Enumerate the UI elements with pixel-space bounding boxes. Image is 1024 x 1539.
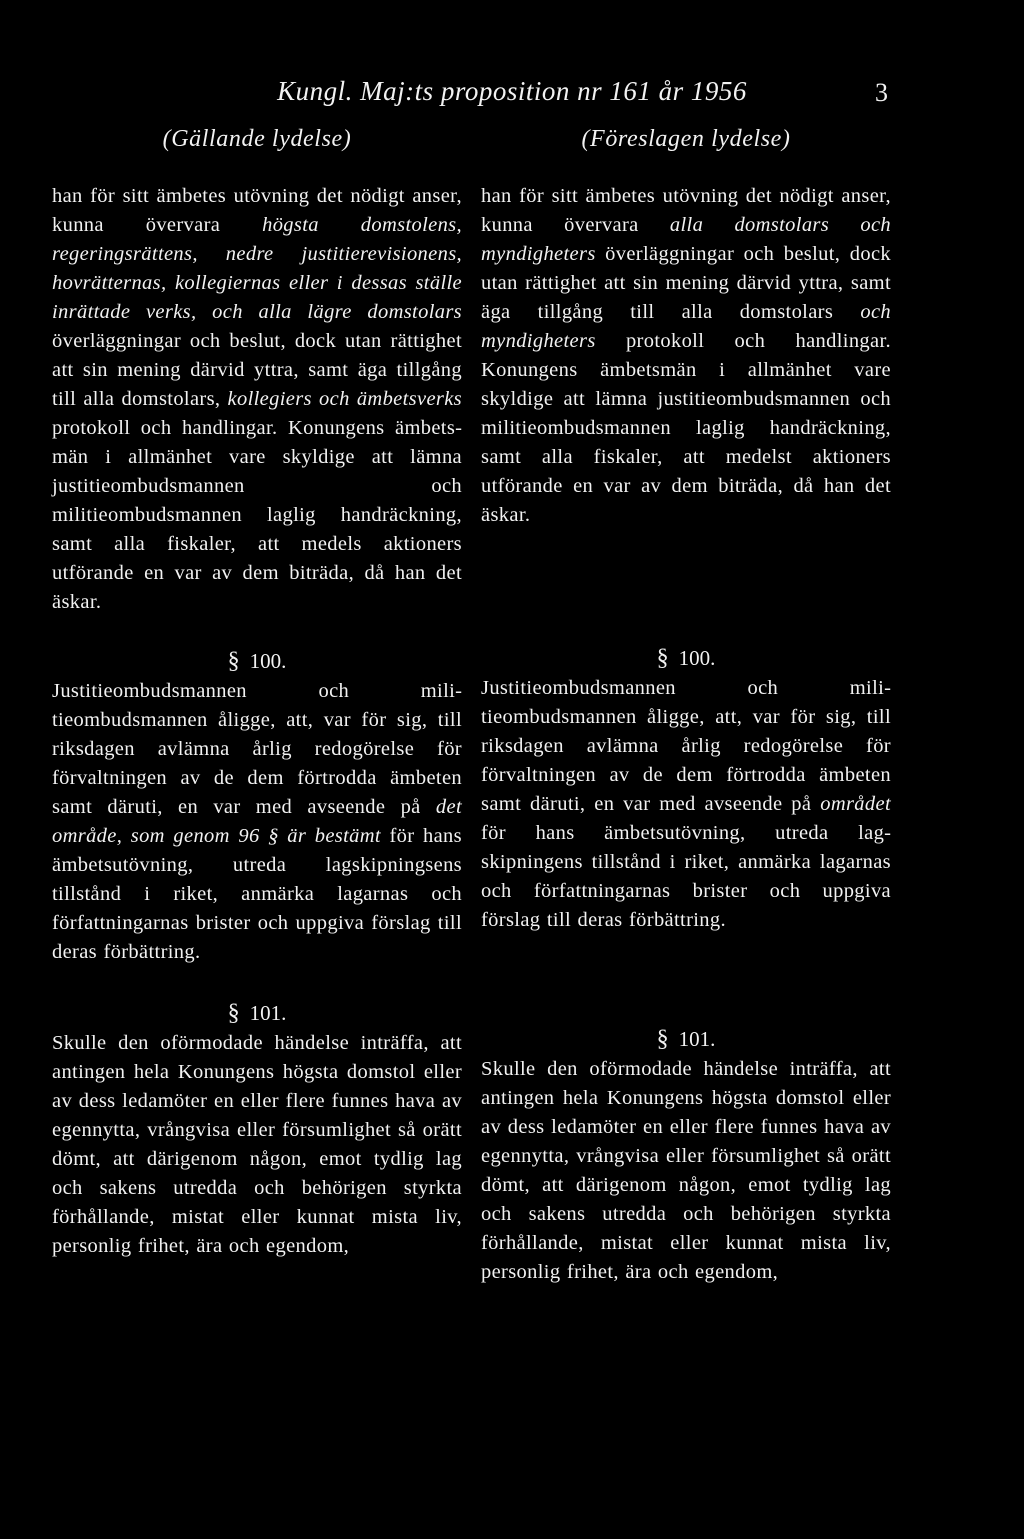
text-run: överläggningar och beslut, dock utan rättighet att sin mening därvid yttra, samt äga tillgång till alla domstolars,	[52, 330, 462, 410]
current-paragraph-99-end	[52, 182, 462, 617]
current-wording-column	[52, 126, 462, 1261]
text-run: han för sitt ämbetes utövning det nödigt anser, kunna övervara	[52, 185, 462, 236]
section-sign-icon: §	[656, 1026, 669, 1052]
current-paragraph-101	[52, 1029, 462, 1261]
section-100-label: 100.	[678, 646, 716, 670]
text-run: han för sitt ämbetes utövning det nödigt anser, kunna övervara	[481, 185, 891, 236]
text-run: Justitieombudsmannen och militieombudsmannen åligge, att, var för sig, till riksdagen avlämna årlig redogörelse för förvaltningen av de dem förtrodda ämbeten samt däruti, en var med avseende på	[52, 680, 462, 818]
page-header-title: Kungl. Maj:ts proposition nr 161 år 1956	[277, 76, 747, 106]
proposed-section-100-heading	[481, 642, 891, 674]
text-run: Justitieombudsmannen och militieombudsmannen åligge, att, var för sig, till riksdagen avlämna årlig redogörelse för förvaltningen av de dem förtrodda ämbeten samt däruti, en var med avseende på	[481, 677, 891, 815]
text-run: Skulle den oförmodade händelse inträffa, att antingen hela Konungens högsta domstol eller av dess ledamöter en eller flere funnes hava av egennytta, vrångvisa eller försumlighet så orätt dömt, att därigenom någon, emot tydlig lag och sakens utredda och behörigen styrkta förhållande, mistat eller kunnat mista liv, personlig frihet, ära och egendom,	[52, 1032, 462, 1257]
proposed-wording-heading: (Föreslagen lydelse)	[581, 126, 791, 152]
text-run: överläggningar och beslut, dock utan rättighet att sin mening därvid yttra, samt äga tillgång till alla domstolars	[481, 243, 891, 323]
section-101-label: 101.	[678, 1027, 716, 1051]
text-run: protokoll och handlingar. Konungens ämbetsmän i allmänhet vare skyldige att lämna justitieombudsmannen och militieombudsmannen laglig handräckning, samt alla fiskaler, att medelst aktioners utförande en var av dem biträda, då han det äskar.	[481, 330, 891, 526]
section-sign-icon: §	[656, 645, 669, 671]
proposed-wording-column	[481, 126, 891, 1287]
text-run: Skulle den oförmodade händelse inträffa, att antingen hela Konungens högsta domstol eller av dess ledamöter en eller flere funnes hava av egennytta, vrångvisa eller försumlighet så orätt dömt, att därigenom någon, emot tydlig lag och sakens utredda och behörigen styrkta förhållande, mistat eller kunnat mista liv, personlig frihet, ära och egendom,	[481, 1058, 891, 1283]
proposed-section-101-heading	[481, 1023, 891, 1055]
italic-run: området	[820, 793, 891, 815]
section-101-label: 101.	[249, 1001, 287, 1025]
current-section-101-heading	[52, 997, 462, 1029]
text-run: för hans ämbetsutövning, utreda lagskipningsens tillstånd i riket, anmärka lagarnas och författningarnas brister och uppgiva förslag till deras förbättring.	[52, 825, 462, 963]
section-100-label: 100.	[249, 649, 287, 673]
proposed-paragraph-101	[481, 1055, 891, 1287]
current-wording-heading: (Gällande lydelse)	[162, 126, 352, 152]
current-paragraph-100	[52, 677, 462, 967]
italic-run: och myndigheters	[481, 301, 891, 352]
italic-run: kollegiers och ämbetsverks	[227, 388, 462, 410]
current-section-100-heading	[52, 645, 462, 677]
section-sign-icon: §	[227, 1000, 240, 1026]
italic-run: det område, som genom 96 § är bestämt	[52, 796, 462, 847]
proposed-paragraph-99-end	[481, 182, 891, 530]
text-run: protokoll och handlingar. Konungens ämbetsmän i allmänhet vare skyldige att lämna justitieombudsmannen och militieombudsmannen laglig handräckning, samt alla fiskaler, att medels aktioners utförande en var av dem biträda, då han det äskar.	[52, 417, 462, 613]
section-sign-icon: §	[227, 648, 240, 674]
proposed-paragraph-100	[481, 674, 891, 935]
italic-run: högsta domstolens, regeringsrättens, nedre justitierevisionens, hovrätternas, kollegiernas eller i dessas ställe inrättade verks, och alla lägre domstolars	[52, 214, 462, 323]
text-run: för hans ämbetsutövning, utreda lagskipningens tillstånd i riket, anmärka lagarnas och författningarnas brister och uppgiva förslag till deras förbättring.	[481, 822, 891, 931]
italic-run: alla domstolars och myndigheters	[481, 214, 891, 265]
page-number: 3	[875, 78, 888, 107]
